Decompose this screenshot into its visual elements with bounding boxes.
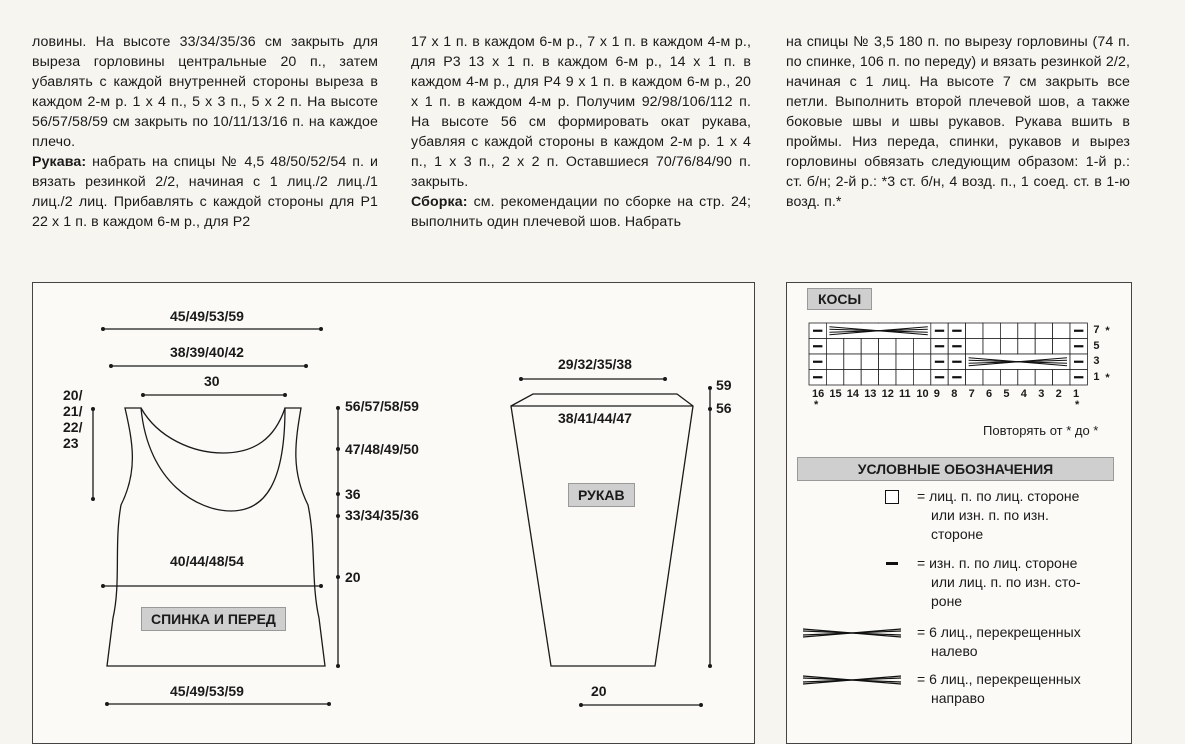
chart-cell [1053,370,1070,386]
h-armhole: 47/48/49/50 [345,441,419,457]
paragraph [32,32,378,152]
chart-cell [1053,339,1070,355]
chart-col-number: 5 [1003,388,1010,400]
chart-cell [966,323,983,339]
chart-row-number: 3 [1093,355,1100,367]
chart-col-number: 11 [899,388,911,400]
chart-cell [1035,370,1052,386]
chart-cell [879,370,896,386]
chart-cell [983,370,1000,386]
chart-col-number: 13 [864,388,877,400]
legend-line: направо [931,690,985,706]
legend-item [787,554,1131,614]
h-neck: 33/34/35/36 [345,507,419,523]
cable-left-icon [797,623,907,643]
chart-col-number: 1 [1073,388,1080,400]
chart-cell [913,339,930,355]
legend-line: или изн. п. по изн. [931,507,1049,523]
chart-star-left: * [814,399,819,411]
chart-cell [983,323,1000,339]
legend-line: = изн. п. по лиц. стороне [917,555,1078,571]
paragraph-text: ловины. На высоте 33/34/35/36 см закрыть для выреза горловины центральные 20 п., затем убавлять с каждой внутренней стороны выреза в каждом 2-м р. 1 x 4 п., 5 x 3 п., 5 x 2 п. На высоте 56/57/58/59 см закрыть по 10/11/13/16 п. на каждое плечо. [32,34,378,150]
chart-cell [826,354,843,370]
purl-dash-icon [886,562,898,565]
body-bottom-width: 45/49/53/59 [170,683,244,699]
sleeve-upper-width: 38/41/44/47 [558,410,632,426]
chart-cell [1018,323,1035,339]
chart-cell [1000,339,1017,355]
chart-row-number: 7 [1093,324,1100,336]
chart-cell [913,370,930,386]
chart-cell [896,370,913,386]
left-height-3: 22/ [63,419,83,435]
chart-cell [1000,323,1017,339]
paragraph [411,192,751,232]
chart-cell [966,370,983,386]
left-height-4: 23 [63,435,79,451]
legend-line: стороне [931,526,984,542]
paragraph-text: набрать на спицы № 4,5 48/50/52/54 п. и вязать резинкой 2/2, начиная с 1 лиц./2 лиц./1 лиц./2 лиц. Прибавлять с каждой стороны для Р1 22 x 1 п. в каждом 6-м р., для Р2 [32,154,378,230]
legend-text [917,670,1117,708]
repeat-note: Повторять от * до * [983,423,1099,438]
paragraph [32,152,378,232]
sleeve-label: РУКАВ [568,483,635,507]
chart-col-number: 7 [968,388,975,400]
chart-cell [861,354,878,370]
chart-cell [861,339,878,355]
section-heading: Сборка: [411,194,468,210]
chart-cell [1035,339,1052,355]
chart-cell [844,339,861,355]
chart-cell [1018,339,1035,355]
paragraph-text: на спицы № 3,5 180 п. по вырезу горловины (74 п. по спинке, 106 п. по переду) и вязать резинкой 2/2, начиная с 1 лиц. На высоте 7 см закрыть все петли. Выполнить второй плечевой шов, а также боковые швы и швы рукавов. Рукава вшить в проймы. Низ переда, спинки, рукавов и вырез горловины обвязать следующим образом: 1-й р.: ст. б/н; 2-й р.: *3 ст. б/н, 4 возд. п., 1 соед. ст. в 1-ю возд. п.* [786,34,1130,210]
body-top-width: 45/49/53/59 [170,308,244,324]
cable-right-icon [797,670,907,690]
legend-line: налево [931,643,978,659]
paragraph [411,32,751,192]
h-shoulder: 56/57/58/59 [345,398,419,414]
chart-col-number: 10 [916,388,929,400]
body-upper-width: 38/39/40/42 [170,344,244,360]
chart-cell [966,339,983,355]
legend-line: = 6 лиц., перекрещенных [917,671,1081,687]
chart-col-number: 8 [951,388,958,400]
chart-cell [1053,323,1070,339]
legend-line: роне [931,593,963,609]
body-waist-width: 40/44/48/54 [170,553,244,569]
chart-col-number: 12 [881,388,894,400]
chart-cell [1035,323,1052,339]
paragraph [786,32,1130,212]
chart-star-bottom: * [1105,371,1110,384]
chart-cell [826,370,843,386]
chart-cell [913,354,930,370]
body-left-height [63,387,82,451]
left-height-1: 20/ [63,387,83,403]
sleeve-h-56: 56 [716,400,732,416]
chart-col-number: 14 [846,388,860,400]
chart-cell [896,339,913,355]
chart-cell [844,370,861,386]
text-column-3 [786,32,1130,212]
chart-col-number: 6 [986,388,993,400]
legend-title: УСЛОВНЫЕ ОБОЗНАЧЕНИЯ [797,457,1114,481]
paragraph-text: 17 x 1 п. в каждом 6-м р., 7 x 1 п. в каждом 4-м р., для Р3 13 x 1 п. в каждом 6-м р., 14 x 1 п. в каждом 4-м р., для Р4 9 x 1 п. в каждом 6-м р., 20 x 1 п. в каждом 4-м р. Получим 92/98/106/112 п. На высоте 56 см формировать окат рукава, убавляя с каждой стороны в каждом 2-м р. 1 x 4 п., 1 x 3 п., 2 x 2 п. Оставшиеся 70/76/84/90 п. закрыть. [411,34,751,190]
chart-cell [983,339,1000,355]
legend-text [917,487,1117,544]
left-height-2: 21/ [63,403,83,419]
chart-col-number: 16 [812,388,825,400]
legend-text [917,554,1117,611]
chart-row-number: 5 [1093,339,1100,352]
body-neck-width: 30 [204,373,220,389]
legend-line: или лиц. п. по изн. сто- [931,574,1081,590]
knit-square-icon [885,490,899,504]
body-label: СПИНКА И ПЕРЕД [141,607,286,631]
pattern-diagram-box [32,282,755,744]
section-heading: Рукава: [32,154,87,170]
sleeve-h-59: 59 [716,377,732,393]
legend-item [787,487,1131,547]
h-20: 20 [345,569,361,585]
chart-cell [1000,370,1017,386]
chart-cell [1018,370,1035,386]
chart-col-number: 2 [1055,388,1062,400]
chart-star-right: * [1075,399,1080,411]
chart-cell [844,354,861,370]
sleeve-cap-width: 29/32/35/38 [558,356,632,372]
paragraph-text: см. рекомендации по сборке на стр. 24; выполнить один плечевой шов. Набрать [411,194,751,230]
h-36: 36 [345,486,361,502]
chart-cell [896,354,913,370]
legend-box [786,282,1132,744]
text-column-2 [411,32,751,232]
legend-text [917,623,1117,661]
chart-cell [879,339,896,355]
legend-line: = лиц. п. по лиц. стороне [917,488,1080,504]
chart-title: КОСЫ [807,288,872,310]
chart-col-number: 3 [1038,388,1045,400]
chart-col-number: 15 [829,388,842,400]
chart-col-number: 9 [933,388,940,400]
chart-cell [861,370,878,386]
chart-row-number: 1 [1093,370,1100,383]
chart-cell [879,354,896,370]
legend-line: = 6 лиц., перекрещенных [917,624,1081,640]
chart-cell [826,339,843,355]
chart-star-top: * [1105,325,1110,337]
text-column-1 [32,32,378,232]
chart-col-number: 4 [1020,388,1027,400]
sleeve-bottom-width: 20 [591,683,607,699]
legend-item [787,670,1131,730]
